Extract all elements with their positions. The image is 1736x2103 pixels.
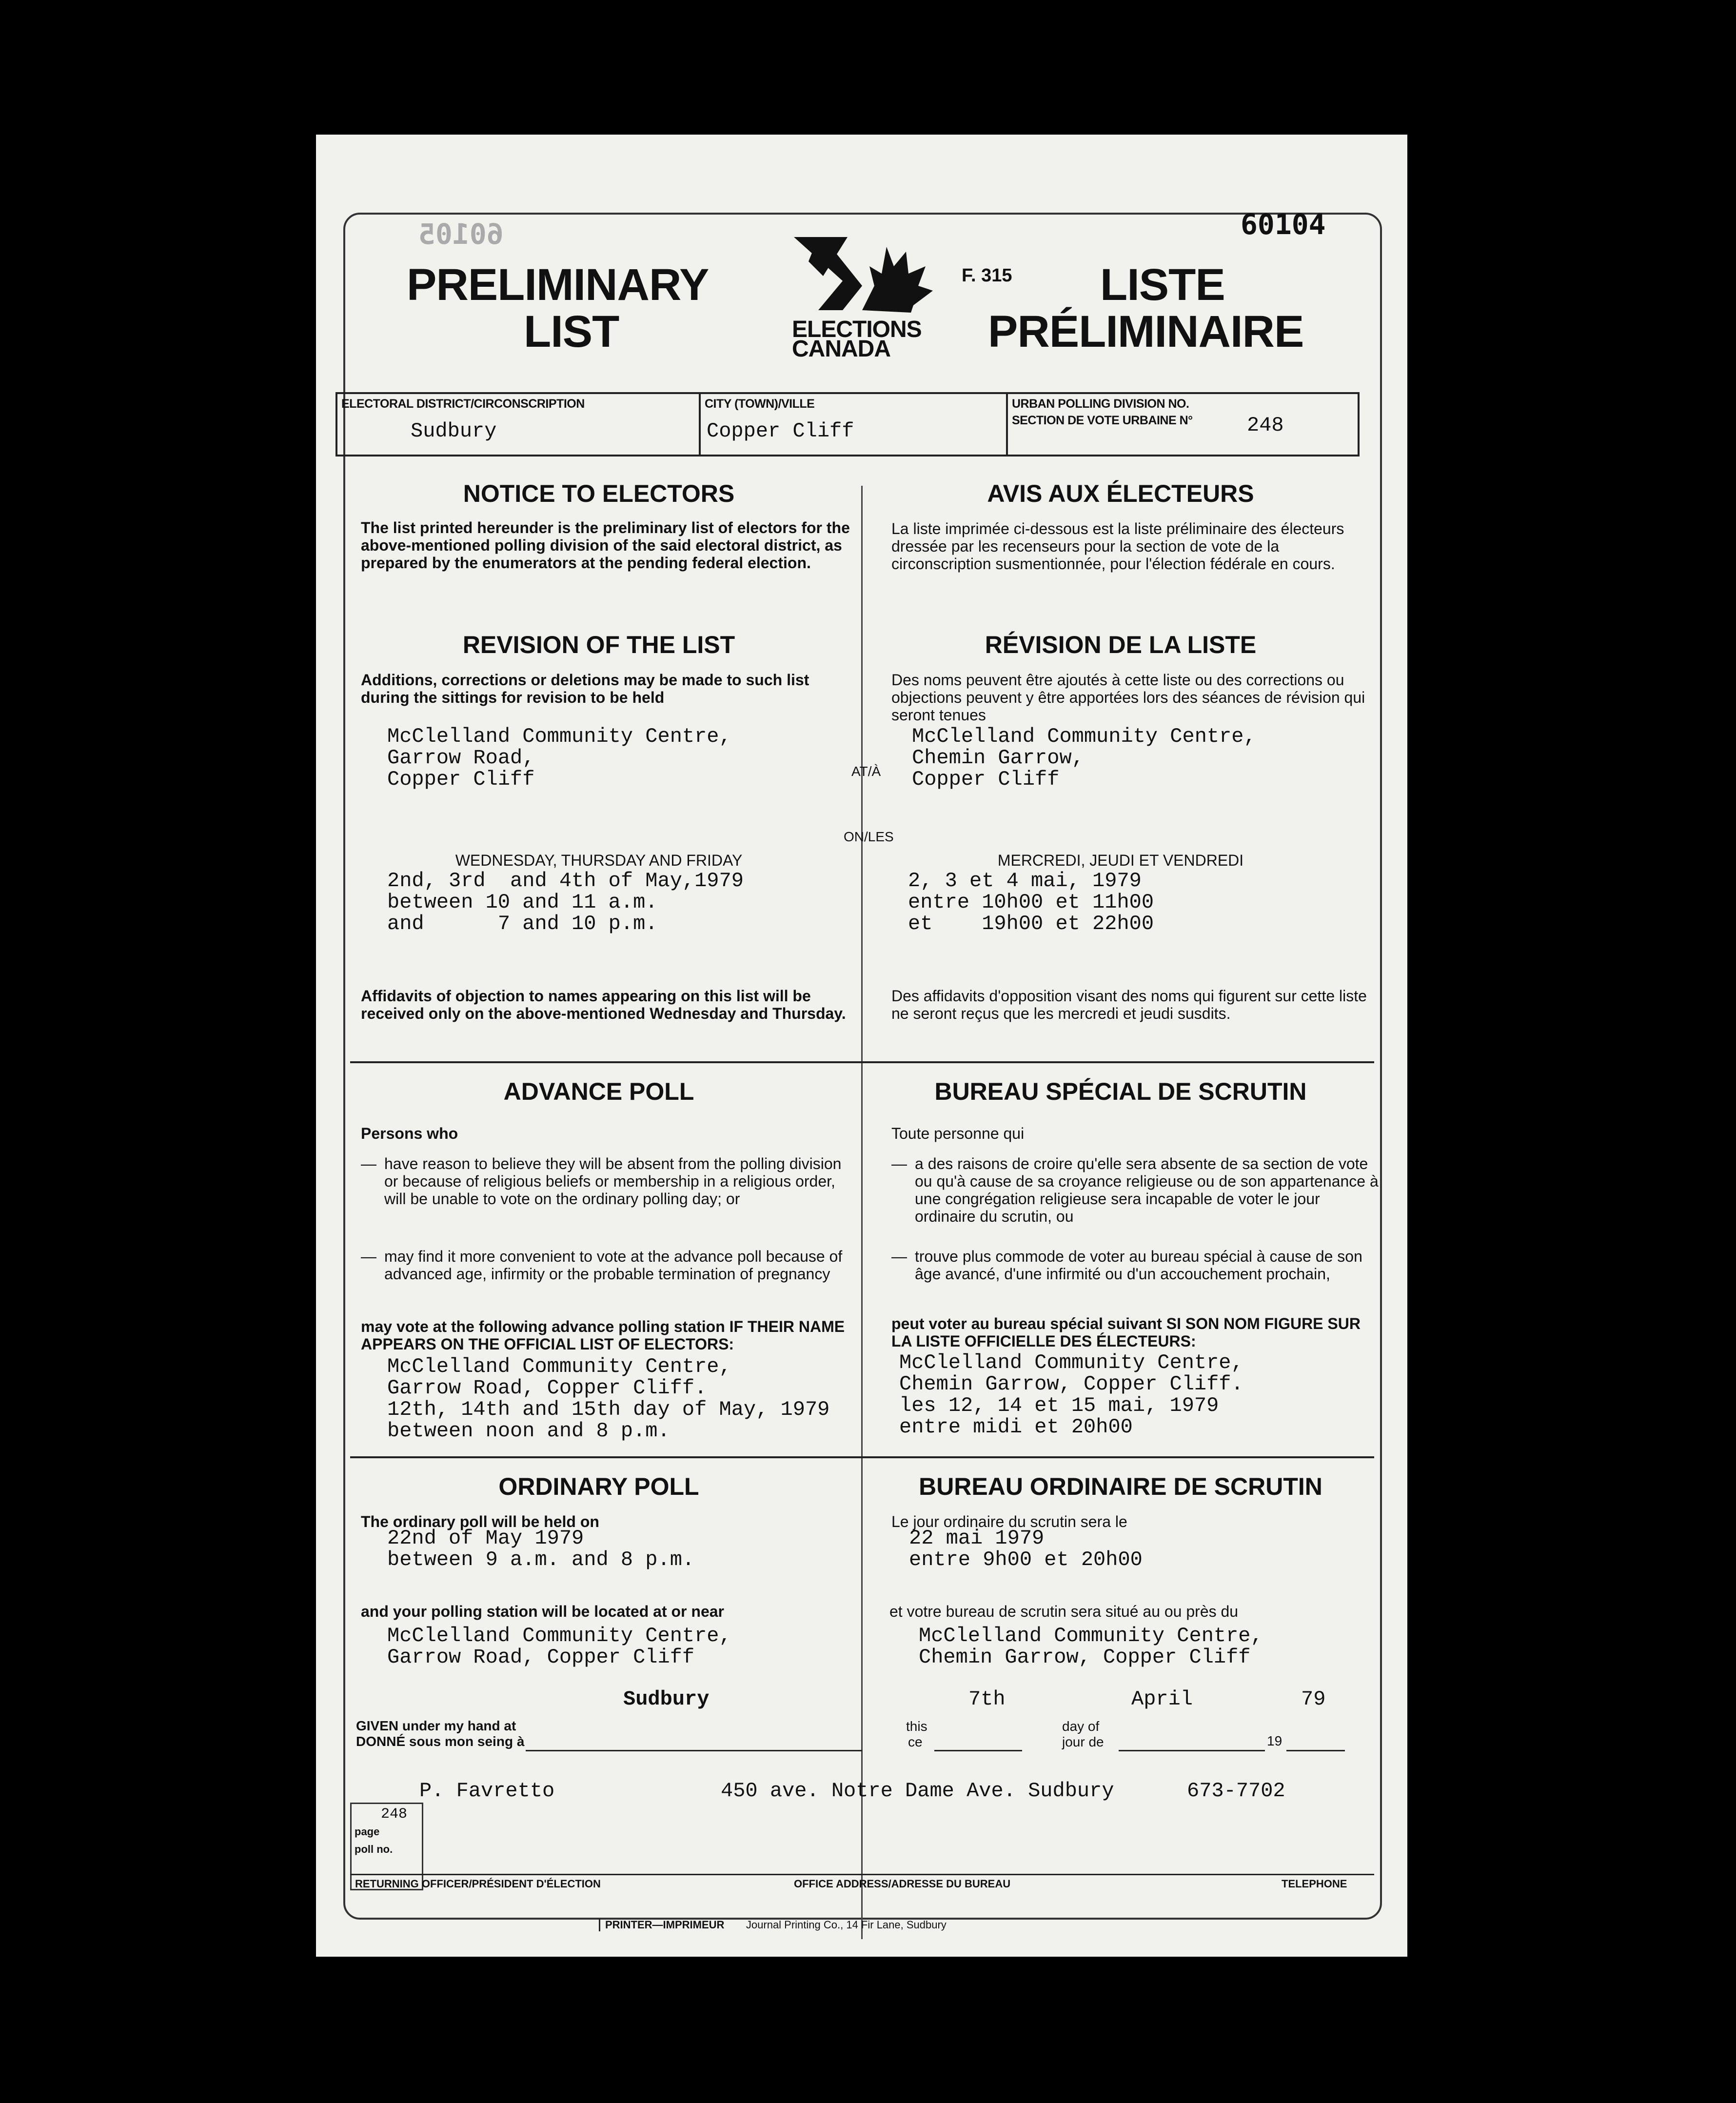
advance-item1-fr: a des raisons de croire qu'elle sera absente de sa section de vote ou qu'à cause de sa croyance religieuse ou de son appartenance à une congrégation religieuse sera incapable de voter le jour ordinaire du scrutin, ou: [915, 1155, 1379, 1225]
officer-name: P. Favretto: [419, 1779, 555, 1803]
on-label: ON/LES: [844, 829, 894, 844]
header-fields: [335, 392, 1360, 456]
given-label-en: GIVEN under my hand at: [356, 1718, 516, 1733]
dayof-label-en: day of: [1062, 1719, 1100, 1734]
advance-place-fr: McClelland Community Centre, Chemin Garrow, Copper Cliff. les 12, 14 et 15 mai, 1979 entre midi et 20h00: [899, 1351, 1243, 1439]
signature-place: Sudbury: [623, 1687, 710, 1711]
district-label: ELECTORAL DISTRICT/CIRCONSCRIPTION: [341, 397, 585, 411]
advance-intro-fr: Toute personne qui: [891, 1125, 1025, 1142]
title-fr-line2: PRÉLIMINAIRE: [988, 307, 1304, 357]
column-divider: [861, 486, 863, 1939]
serial-number: 60104: [1241, 208, 1326, 241]
revision-dates-en: 2nd, 3rd and 4th of May,1979 between 10 and 11 a.m. and 7 and 10 p.m.: [387, 869, 744, 935]
ordinary-held-fr: Le jour ordinaire du scrutin sera le: [891, 1513, 1127, 1530]
maple-leaf-x-icon: [789, 227, 945, 325]
ordinary-heading-fr: BUREAU ORDINAIRE DE SCRUTIN: [919, 1473, 1322, 1500]
revision-affidavit-en: Affidavits of objection to names appearing on this list will be received only on the above-mentioned Wednesday and Thursday.: [361, 987, 846, 1022]
advance-heading-en: ADVANCE POLL: [503, 1078, 694, 1105]
ordinary-station-en: and your polling station will be located at or near: [361, 1603, 724, 1620]
ordinary-place-fr: McClelland Community Centre, Chemin Garrow, Copper Cliff: [919, 1624, 1263, 1669]
signature-month: April: [1131, 1687, 1193, 1711]
revision-heading-fr: RÉVISION DE LA LISTE: [985, 631, 1257, 658]
title-en-line2: LIST: [524, 307, 619, 357]
revision-affidavit-fr: Des affidavits d'opposition visant des noms qui figurent sur cette liste ne seront reçus que les mercredi et jeudi susdits.: [891, 987, 1367, 1022]
advance-closing-fr: peut voter au bureau spécial suivant SI SON NOM FIGURE SUR LA LISTE OFFICIELLE DES ÉLECTEURS:: [891, 1315, 1361, 1350]
advance-place-en: McClelland Community Centre, Garrow Road, Copper Cliff. 12th, 14th and 15th day of May, 1979 between noon and 8 p.m.: [387, 1355, 830, 1443]
signature-year: 79: [1301, 1687, 1326, 1711]
signature-place-line: [526, 1750, 862, 1751]
revision-text-en: Additions, corrections or deletions may be made to such list during the sittings for revision to be held: [361, 671, 809, 706]
advance-heading-fr: BUREAU SPÉCIAL DE SCRUTIN: [934, 1078, 1307, 1105]
district-value: Sudbury: [411, 419, 497, 443]
poll-value: 248: [381, 1806, 408, 1823]
year-prefix: 19: [1267, 1733, 1282, 1748]
logo-text-canada: CANADA: [792, 336, 890, 362]
document-page: [316, 135, 1407, 1957]
poll-page-box: [350, 1803, 423, 1890]
ordinary-date-fr: 22 mai 1979 entre 9h00 et 20h00: [909, 1527, 1143, 1571]
revision-place-en: McClelland Community Centre, Garrow Road, Copper Cliff: [387, 725, 731, 791]
ordinary-heading-en: ORDINARY POLL: [498, 1473, 699, 1500]
printer-value: Journal Printing Co., 14 Fir Lane, Sudbury: [746, 1919, 947, 1931]
revision-place-fr: McClelland Community Centre, Chemin Garrow, Copper Cliff: [912, 725, 1256, 791]
given-label-fr: DONNÉ sous mon seing à: [356, 1734, 525, 1749]
notice-text-en: The list printed hereunder is the preliminary list of electors for the above-mentioned polling division of the said electoral district, as prepared by the enumerators at the pending federal election.: [361, 519, 850, 572]
signature-day: 7th: [968, 1687, 1006, 1711]
bullet-dash: —: [361, 1155, 376, 1172]
bullet-dash: —: [361, 1248, 376, 1265]
signature-month-line: [1119, 1750, 1265, 1751]
ordinary-held-en: The ordinary poll will be held on: [361, 1513, 599, 1530]
this-label-en: this: [906, 1719, 927, 1734]
city-label: CITY (TOWN)/VILLE: [705, 397, 815, 411]
revision-text-fr: Des noms peuvent être ajoutés à cette liste ou des corrections ou objections peuvent y être apportées lors des séances de révision qui seront tenues: [891, 671, 1365, 724]
district-cell: [337, 394, 701, 455]
advance-intro-en: Persons who: [361, 1125, 458, 1142]
officer-line: [350, 1874, 1374, 1875]
printer-line: [599, 1919, 947, 1931]
elections-canada-logo: [789, 227, 945, 325]
division-label-en: URBAN POLLING DIVISION NO.: [1012, 397, 1189, 411]
page-label: page: [355, 1825, 380, 1838]
this-label-fr: ce: [908, 1734, 923, 1749]
form-number: F. 315: [962, 265, 1012, 286]
poll-label: poll no.: [355, 1843, 393, 1855]
serial-number-ghost: 60105: [418, 218, 504, 251]
bullet-dash: —: [891, 1155, 907, 1172]
revision-heading-en: REVISION OF THE LIST: [462, 631, 735, 658]
ordinary-place-en: McClelland Community Centre, Garrow Road, Copper Cliff: [387, 1624, 731, 1669]
ordinary-station-fr: et votre bureau de scrutin sera situé au ou près du: [889, 1603, 1239, 1620]
revision-days-en: WEDNESDAY, THURSDAY AND FRIDAY: [455, 852, 743, 869]
signature-year-line: [1286, 1750, 1345, 1751]
ordinary-date-en: 22nd of May 1979 between 9 a.m. and 8 p.m.: [387, 1527, 695, 1571]
office-address: 450 ave. Notre Dame Ave. Sudbury: [721, 1779, 1114, 1803]
title-fr-line1: LISTE: [1100, 260, 1225, 310]
dayof-label-fr: jour de: [1062, 1734, 1104, 1749]
advance-closing-en: may vote at the following advance polling station IF THEIR NAME APPEARS ON THE OFFICIAL LIST OF ELECTORS:: [361, 1318, 845, 1353]
notice-text-fr: La liste imprimée ci-dessous est la liste préliminaire des électeurs dressée par les recenseurs pour la section de vote de la circonscription susmentionnée, pour l'élection fédérale en cours.: [891, 520, 1344, 573]
signature-day-line: [934, 1750, 1022, 1751]
notice-heading-fr: AVIS AUX ÉLECTEURS: [987, 480, 1254, 507]
telephone-label: TELEPHONE: [1282, 1878, 1347, 1890]
section-divider: [350, 1061, 1374, 1063]
bullet-dash: —: [891, 1248, 907, 1265]
advance-item1-en: have reason to believe they will be absent from the polling division or because of religious beliefs or membership in a religious order, will be unable to vote on the ordinary polling day; or: [384, 1155, 842, 1208]
office-telephone: 673-7702: [1187, 1779, 1285, 1803]
title-en-line1: PRELIMINARY: [407, 260, 709, 310]
city-cell: [701, 394, 1008, 455]
at-label: AT/À: [851, 764, 881, 779]
revision-days-fr: MERCREDI, JEUDI ET VENDREDI: [997, 852, 1244, 869]
advance-item2-fr: trouve plus commode de voter au bureau spécial à cause de son âge avancé, d'une infirmité ou d'un accouchement prochain,: [915, 1248, 1362, 1283]
address-label: OFFICE ADDRESS/ADRESSE DU BUREAU: [794, 1878, 1011, 1890]
division-value: 248: [1247, 414, 1284, 437]
division-cell: [1008, 394, 1358, 455]
printer-label: PRINTER—IMPRIMEUR: [605, 1919, 725, 1931]
city-value: Copper Cliff: [707, 419, 854, 443]
notice-heading-en: NOTICE TO ELECTORS: [463, 480, 735, 507]
division-label-fr: SECTION DE VOTE URBAINE N°: [1012, 414, 1193, 427]
advance-item2-en: may find it more convenient to vote at the advance poll because of advanced age, infirmity or the probable termination of pregnancy: [384, 1248, 843, 1283]
revision-dates-fr: 2, 3 et 4 mai, 1979 entre 10h00 et 11h00 et 19h00 et 22h00: [908, 869, 1154, 935]
officer-label: RETURNING OFFICER/PRÉSIDENT D'ÉLECTION: [355, 1878, 601, 1890]
section-divider: [350, 1456, 1374, 1458]
logo-text-elections: ELECTIONS: [792, 317, 922, 342]
